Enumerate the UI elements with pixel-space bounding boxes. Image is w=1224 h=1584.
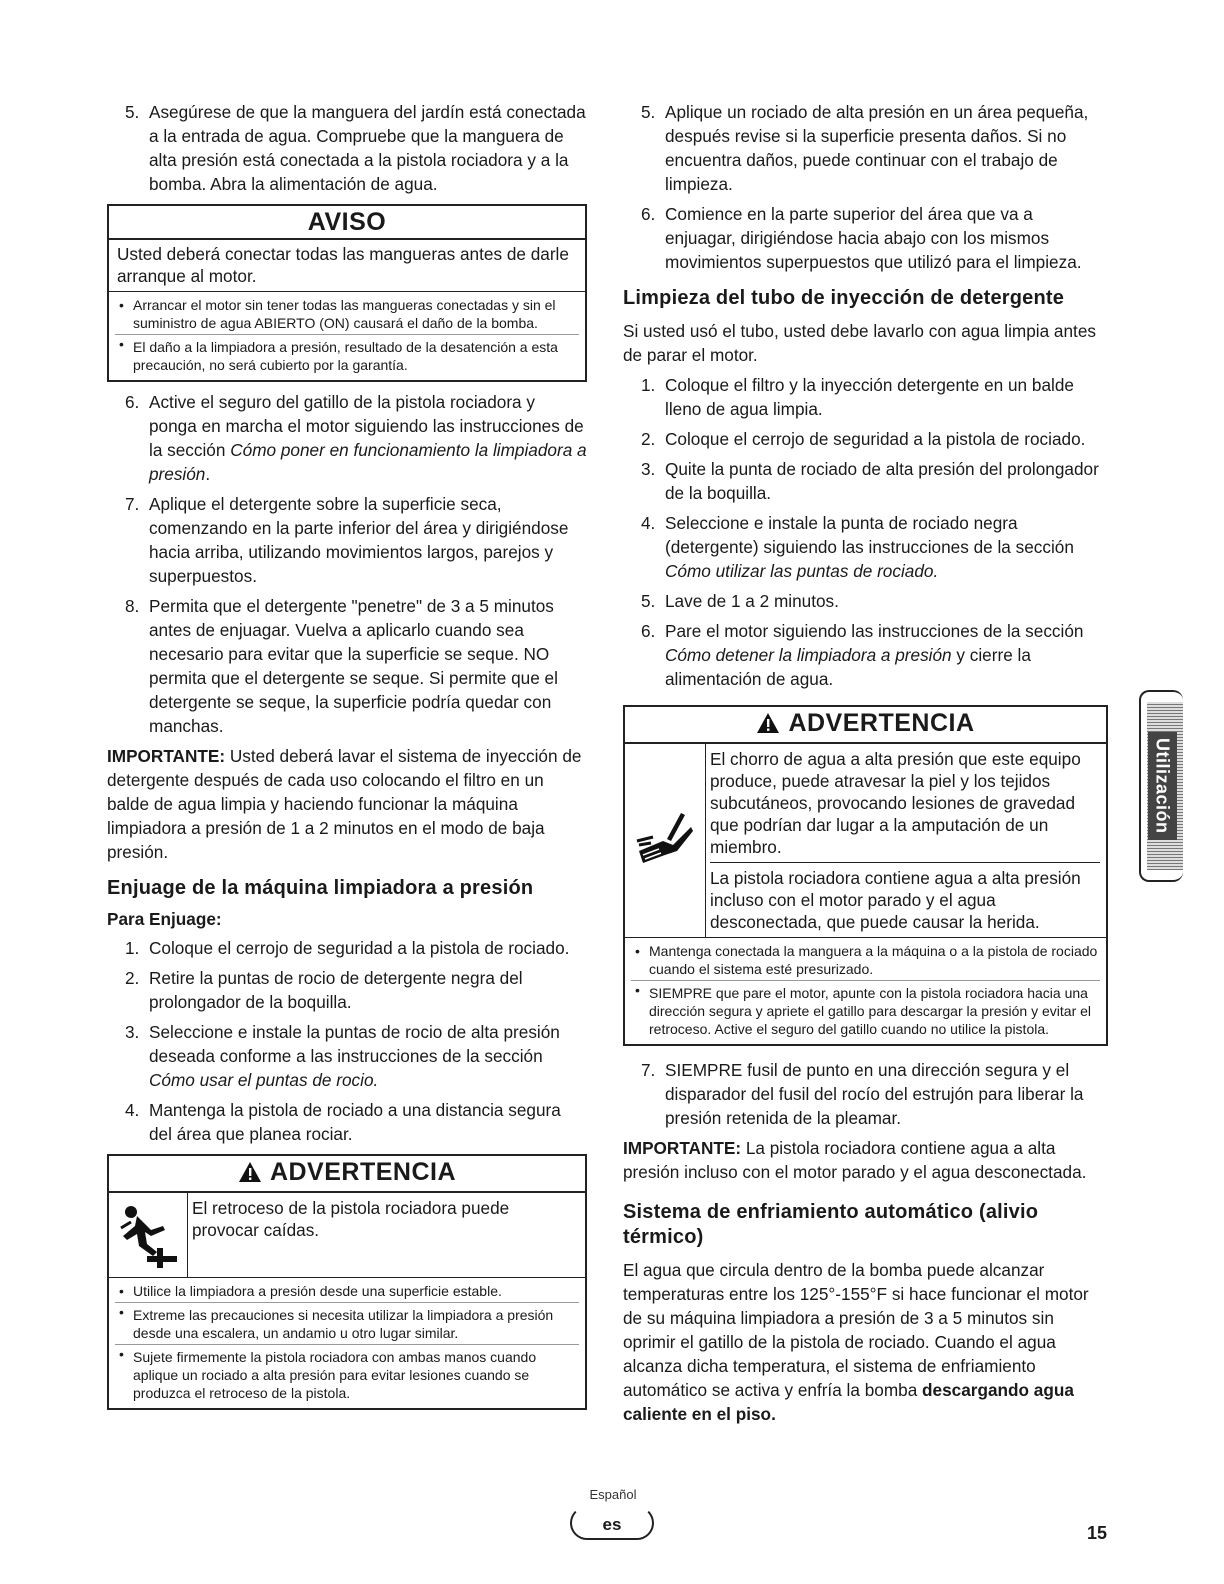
warning-content-row	[109, 1193, 585, 1278]
list-item: • Arrancar el motor sin tener todas las mangueras conectadas y sin el suministro de agua ABIERTO (ON) causará el daño de la bomba.	[115, 296, 579, 332]
warning-message: La pistola rociadora contiene agua a alta presión incluso con el motor parado y el agua desconectada, que puede causar la herida.	[710, 862, 1100, 933]
footer-language: Español	[589, 1487, 637, 1502]
warning-message: El retroceso de la pistola rociadora puede provocar caídas.	[192, 1198, 510, 1240]
page-number: 15	[1087, 1523, 1108, 1543]
section-heading: Limpieza del tubo de inyección de detergente	[623, 287, 1065, 309]
list-item: 6. Pare el motor siguiendo las instrucciones de la sección Cómo detener la limpiadora a presión y cierre la alimentación de agua.	[641, 621, 1084, 689]
warning-bullets	[109, 1278, 585, 1408]
list-item: • Utilice la limpiadora a presión desde una superficie estable.	[115, 1282, 579, 1300]
steps-list	[107, 100, 587, 196]
list-item: 2. Coloque el cerrojo de seguridad a la pistola de rociado.	[641, 429, 1086, 449]
list-item: • SIEMPRE que pare el motor, apunte con la pistola rociadora hacia una dirección segura y apriete el gatillo para descargar la presión y evitar el retroceso. Active el seguro del gatillo cuando no utilice la pistola.	[631, 980, 1100, 1038]
list-item: 4. Seleccione e instale la punta de rociado negra (detergente) siguiendo las instrucciones de la sección Cómo utilizar las puntas de rociado.	[641, 513, 1074, 581]
list-item: • El daño a la limpiadora a presión, resultado de la desatención a esta precaución, no será cubierto por la garantía.	[115, 334, 579, 374]
side-tab-label: Utilización	[1148, 732, 1177, 840]
steps-list	[623, 100, 1108, 274]
warning-box	[623, 705, 1108, 1046]
section-side-tab	[1139, 690, 1183, 882]
list-item: 3. Quite la punta de rociado de alta presión del prolongador de la boquilla.	[641, 459, 1099, 503]
notice-title: AVISO	[109, 206, 585, 240]
warning-text	[706, 744, 1106, 937]
list-item: 8. Permita que el detergente "penetre" de 3 a 5 minutos antes de enjuagar. Vuelva a aplicarlo cuando sea necesario para evitar que la superficie se seque. NO permita que el detergente se seque. Si permite que el detergente se seque, la superficie podría quedar con manchas.	[125, 596, 558, 736]
steps-list	[107, 390, 587, 738]
warning-triangle-icon	[756, 710, 780, 742]
list-item: • Extreme las precauciones si necesita utilizar la limpiadora a presión desde una escalera, un andamio u otro lugar similar.	[115, 1302, 579, 1342]
right-column	[623, 100, 1108, 1426]
list-item: 5. Aplique un rociado de alta presión en un área pequeña, después revise si la superficie presenta daños. Si no encuentra daños, puede continuar con el trabajo de limpieza.	[641, 102, 1089, 194]
list-item: 1. Coloque el filtro y la inyección detergente en un balde lleno de agua limpia.	[641, 375, 1074, 419]
notice-box	[107, 204, 587, 382]
list-item: 3. Seleccione e instale la puntas de rocio de alta presión deseada conforme a las instrucciones de la sección Cómo usar el puntas de rocio.	[125, 1022, 560, 1090]
list-item: 5. Lave de 1 a 2 minutos.	[641, 591, 839, 611]
left-column	[107, 100, 587, 1418]
notice-message: Usted deberá conectar todas las mangueras antes de darle arranque al motor.	[109, 240, 585, 292]
notice-bullets	[109, 292, 585, 380]
list-item: 2. Retire la puntas de rocio de detergente negra del prolongador de la boquilla.	[125, 968, 523, 1012]
list-item: 4. Mantenga la pistola de rociado a una distancia segura del área que planea rociar.	[125, 1100, 561, 1144]
language-badge: es	[570, 1506, 654, 1540]
warning-message: El chorro de agua a alta presión que este equipo produce, puede atravesar la piel y los tejidos subcutáneos, provocando lesiones de gravedad que podrían dar lugar a la amputación de un miembro.	[710, 749, 1081, 857]
slip-fall-icon	[109, 1193, 188, 1277]
list-item: 1. Coloque el cerrojo de seguridad a la pistola de rociado.	[125, 938, 570, 958]
list-item: • Sujete firmemente la pistola rociadora con ambas manos cuando aplique un rociado a alta presión para evitar lesiones cuando se produzca el retroceso de la pistola.	[115, 1344, 579, 1402]
list-item: 6. Active el seguro del gatillo de la pistola rociadora y ponga en marcha el motor siguiendo las instrucciones de la sección Cómo poner en funcionamiento la limpiadora a presión.	[125, 392, 587, 484]
paragraph: El agua que circula dentro de la bomba puede alcanzar temperaturas entre los 125°-155°F si hace funcionar el motor de su máquina limpiadora a presión de 3 a 5 minutos sin oprimir el gatillo de la pistola de rociado. Cuando el agua alcanza dicha temperatura, el sistema de enfriamiento automático se activa y enfría la bomba descargando agua caliente en el piso.	[623, 1260, 1089, 1424]
warning-box	[107, 1154, 587, 1410]
warning-content-row	[625, 744, 1106, 938]
list-item: • Mantenga conectada la manguera a la máquina o a la pistola de rociado cuando el sistema esté presurizado.	[631, 942, 1100, 978]
list-item: 6. Comience en la parte superior del área que va a enjuagar, dirigiéndose hacia abajo con los mismos movimientos superpuestos que utilizó para el limpieza.	[641, 204, 1082, 272]
steps-list	[623, 1058, 1108, 1130]
warning-title: ADVERTENCIA	[625, 707, 1106, 744]
subheading: Para Enjuage:	[107, 909, 222, 929]
list-item: 7. Aplique el detergente sobre la superficie seca, comenzando en la parte inferior del área y dirigiéndose hacia arriba, utilizando movimientos largos, parejos y superpuestos.	[125, 494, 569, 586]
warning-triangle-icon	[238, 1159, 262, 1191]
paragraph: Si usted usó el tubo, usted debe lavarlo con agua limpia antes de parar el motor.	[623, 321, 1096, 365]
list-item: 7. SIEMPRE fusil de punto en una dirección segura y el disparador del fusil del rocío del estrujón para liberar la presión retenida de la pleamar.	[641, 1060, 1084, 1128]
list-item: 5. Asegúrese de que la manguera del jardín está conectada a la entrada de agua. Compruebe que la manguera de alta presión está conectada a la pistola rociadora y a la bomba. Abra la alimentación de agua.	[125, 102, 586, 194]
important-note: IMPORTANTE: Usted deberá lavar el sistema de inyección de detergente después de cada uso colocando el filtro en un balde de agua limpia y haciendo funcionar la máquina limpiadora a presión de 1 a 2 minutos en el modo de baja presión.	[107, 746, 582, 862]
tube-steps	[623, 373, 1108, 691]
high-pressure-injection-icon	[625, 744, 706, 937]
warning-title: ADVERTENCIA	[109, 1156, 585, 1193]
section-heading: Enjuage de la máquina limpiadora a presión	[107, 877, 534, 899]
important-note: IMPORTANTE: La pistola rociadora contiene agua a alta presión incluso con el motor parado y el agua desconectada.	[623, 1138, 1087, 1182]
warning-bullets	[625, 938, 1106, 1044]
section-heading: Sistema de enfriamiento automático (alivio térmico)	[623, 1201, 1039, 1248]
rinse-steps	[107, 936, 587, 1146]
